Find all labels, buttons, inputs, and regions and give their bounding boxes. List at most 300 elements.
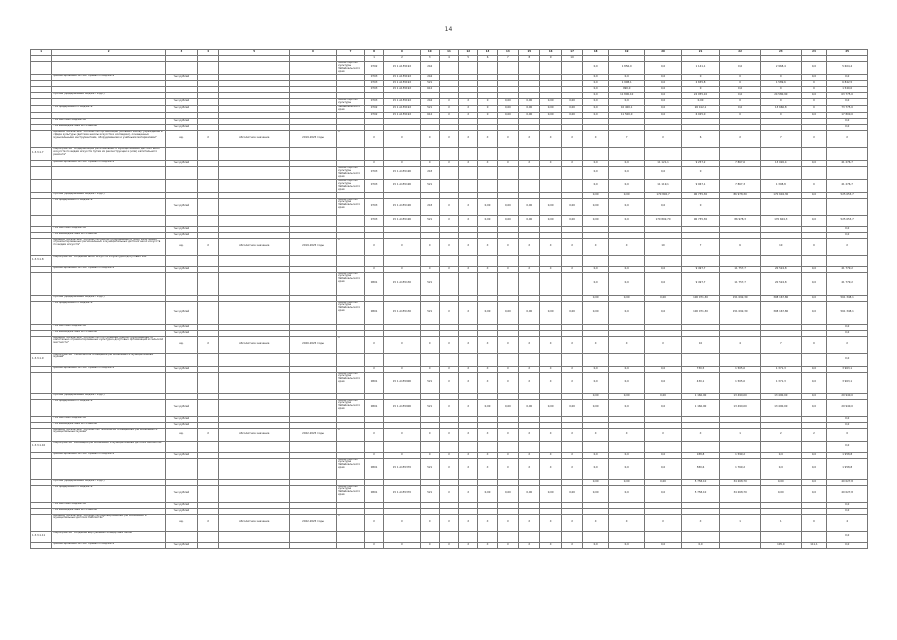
table-cell: 0,0	[645, 372, 681, 393]
table-cell: 0	[478, 112, 497, 118]
table-cell: 521	[420, 458, 439, 479]
table-cell	[459, 531, 478, 542]
table-cell: Х	[540, 238, 561, 255]
table-cell: 1.3.3.1.11	[31, 531, 52, 542]
table-cell: Министерство культуры Забайкальского края	[337, 272, 365, 295]
table-cell	[583, 255, 609, 266]
table-cell	[478, 179, 497, 192]
table-cell: 170 604,3	[760, 215, 801, 226]
table-cell: 6 025,0	[681, 112, 720, 118]
table-cell: 73 775,0	[827, 105, 868, 112]
table-cell: Х	[608, 336, 644, 353]
table-cell: Х	[519, 160, 540, 166]
table-cell: тыс.рублей	[165, 366, 197, 372]
table-cell	[165, 353, 197, 366]
table-cell: Х	[439, 428, 458, 441]
table-cell: 0,00	[583, 192, 609, 198]
table-cell: - из внебюджетных источников	[52, 124, 165, 130]
table-cell: Х	[439, 366, 458, 372]
table-cell: 0,00	[540, 198, 561, 215]
table-cell: 17 800,0	[827, 112, 868, 118]
table-row	[31, 485, 868, 502]
table-cell	[519, 179, 540, 192]
table-cell: 13 490,00	[760, 393, 801, 399]
table-cell	[384, 147, 420, 160]
table-cell	[219, 531, 290, 542]
table-cell: Х	[478, 542, 497, 548]
table-cell: Х	[827, 238, 868, 255]
table-cell: 10 400,1	[608, 105, 644, 112]
table-cell: Х	[459, 160, 478, 166]
table-cell: 0,0	[801, 160, 827, 166]
table-cell	[645, 147, 681, 160]
table-cell: Х	[459, 542, 478, 548]
table-cell	[519, 255, 540, 266]
table-cell: тыс.рублей	[165, 452, 197, 458]
table-cell	[197, 531, 218, 542]
table-cell: Х	[540, 428, 561, 441]
table-cell: тыс.рублей	[165, 118, 197, 124]
table-cell	[439, 166, 458, 179]
table-cell	[827, 147, 868, 160]
table-cell: Абсолютное значение	[219, 514, 290, 531]
table-cell: 0,0	[827, 98, 868, 105]
table-cell	[459, 353, 478, 366]
table-cell: Х	[459, 514, 478, 531]
table-cell: Х	[540, 514, 561, 531]
table-cell: 2	[384, 56, 420, 62]
table-cell: Х	[519, 458, 540, 479]
table-cell: финансирование за счет краевого бюджета	[52, 542, 165, 548]
table-row	[31, 372, 868, 393]
table-cell	[197, 458, 218, 479]
table-row	[31, 353, 868, 366]
table-cell: 1 769,2	[720, 458, 761, 479]
table-cell: 24 055,10	[681, 92, 720, 98]
table-cell	[197, 105, 218, 112]
table-cell: 244	[420, 98, 439, 105]
table-cell	[561, 179, 582, 192]
table-cell: 86 978,3	[720, 215, 761, 226]
table-cell: 0,00	[478, 198, 497, 215]
table-cell: 0,00	[760, 485, 801, 502]
table-row	[31, 147, 868, 160]
table-cell	[52, 166, 165, 179]
table-cell	[540, 441, 561, 452]
table-cell: Х	[478, 514, 497, 531]
table-cell: Х	[420, 514, 439, 531]
table-cell: Х	[645, 130, 681, 147]
table-cell	[31, 179, 52, 192]
table-cell: 0,0	[681, 542, 720, 548]
table-cell: 0,0	[801, 452, 827, 458]
table-cell: 0,00	[497, 215, 518, 226]
table-cell	[290, 441, 337, 452]
table-cell	[197, 147, 218, 160]
table-cell: 0,0	[827, 422, 868, 428]
table-cell: Х	[439, 336, 458, 353]
table-cell: 612	[420, 112, 439, 118]
table-cell: 0,0	[645, 86, 681, 92]
table-cell: Х	[561, 238, 582, 255]
table-cell: 0,0	[801, 192, 827, 198]
table-cell	[420, 147, 439, 160]
table-cell: 244	[420, 62, 439, 75]
table-cell: 0,00	[583, 399, 609, 416]
table-cell	[478, 255, 497, 266]
table-cell	[497, 353, 518, 366]
table-cell: - из федерального бюджета	[52, 105, 165, 112]
table-cell: Х	[197, 238, 218, 255]
table-cell: 10	[561, 56, 582, 62]
table-cell	[459, 147, 478, 160]
table-cell: финансирование за счет краевого бюджета	[52, 452, 165, 458]
column-header: 10	[420, 50, 439, 56]
table-cell: Х	[439, 301, 458, 324]
table-cell: 0,0	[608, 399, 644, 416]
table-cell	[540, 166, 561, 179]
table-cell: Х	[459, 458, 478, 479]
table-cell	[384, 531, 420, 542]
table-cell: Х	[384, 160, 420, 166]
table-cell	[478, 62, 497, 75]
table-cell: 26 412,1	[681, 105, 720, 112]
table-cell: 0,0	[801, 479, 827, 485]
table-cell: Х	[478, 458, 497, 479]
table-cell: 0,0	[583, 452, 609, 458]
table-cell: Х	[459, 266, 478, 272]
table-row	[31, 542, 868, 548]
table-cell: 521	[420, 301, 439, 324]
table-cell: Х	[197, 130, 218, 147]
table-cell: 4	[439, 56, 458, 62]
column-header: 8	[364, 50, 383, 56]
table-cell: Х	[608, 514, 644, 531]
table-cell: 0,00	[519, 105, 540, 112]
table-cell	[31, 428, 52, 441]
table-cell: 40 027,8	[827, 479, 868, 485]
table-cell: Х	[497, 372, 518, 393]
table-cell: 7 867,3	[720, 179, 761, 192]
table-cell: Х	[540, 372, 561, 393]
table-cell	[439, 353, 458, 366]
table-cell: 0	[720, 80, 761, 86]
table-cell: 0,0	[583, 179, 609, 192]
table-cell	[197, 62, 218, 75]
table-cell: 0	[760, 86, 801, 92]
table-cell	[459, 441, 478, 452]
table-cell: 0,0	[608, 542, 644, 548]
table-cell	[561, 255, 582, 266]
table-cell: Х	[384, 452, 420, 458]
table-cell: 0,0	[645, 198, 681, 215]
table-cell	[384, 441, 420, 452]
table-cell: 0,0	[608, 452, 644, 458]
table-cell: Х	[519, 428, 540, 441]
table-row	[31, 179, 868, 192]
table-cell: 0703	[364, 80, 383, 86]
table-cell: 1 540,0	[827, 86, 868, 92]
table-cell: 244	[420, 74, 439, 80]
table-cell: 15 1 А15519Х	[384, 98, 420, 105]
table-cell: Х	[439, 266, 458, 272]
table-cell: Х	[459, 372, 478, 393]
table-cell: Х	[561, 458, 582, 479]
table-cell: 243	[420, 198, 439, 215]
table-cell: Х	[497, 130, 518, 147]
table-cell	[459, 255, 478, 266]
table-cell	[561, 272, 582, 295]
table-cell: 0,00	[519, 485, 540, 502]
table-cell: Х	[497, 336, 518, 353]
table-cell: 0,00	[583, 215, 609, 226]
table-cell: Х	[478, 130, 497, 147]
table-cell	[31, 215, 52, 226]
table-cell: Целевой показатель "Количество организаций (больших залов), учреждений в сфере культуры (детские школы искусств и колледжи), оснащенных музыкальными инструментами, оборудованием и учебными материалами"	[52, 130, 165, 147]
table-cell	[478, 353, 497, 366]
table-cell: 0,0	[645, 485, 681, 502]
table-cell: Х	[420, 428, 439, 441]
table-cell: 1	[720, 428, 761, 441]
table-cell: 0	[801, 514, 827, 531]
table-cell: Х	[478, 452, 497, 458]
table-cell: Х	[608, 428, 644, 441]
table-cell: 0,00	[540, 485, 561, 502]
table-cell: 0,00	[478, 215, 497, 226]
table-cell	[165, 531, 197, 542]
table-cell	[197, 166, 218, 179]
table-cell: 0,00	[519, 301, 540, 324]
table-cell	[197, 215, 218, 226]
table-cell: 0,0	[720, 86, 761, 92]
table-cell: Х	[364, 366, 383, 372]
table-cell: Х	[561, 266, 582, 272]
table-cell: 0,0	[827, 353, 868, 366]
table-cell: 0,0	[608, 301, 644, 324]
table-cell: Х	[439, 98, 458, 105]
table-cell	[540, 531, 561, 542]
table-cell: 5	[459, 56, 478, 62]
table-cell: Х	[439, 112, 458, 118]
table-cell: финансирование за счет краевого бюджета	[52, 74, 165, 80]
table-cell: 0	[720, 74, 761, 80]
table-cell: 86 978,30	[720, 192, 761, 198]
table-cell	[420, 353, 439, 366]
table-cell: Х	[384, 366, 420, 372]
table-cell: 612	[420, 86, 439, 92]
table-cell: Х	[337, 514, 365, 531]
table-cell: 10	[645, 238, 681, 255]
table-cell	[540, 353, 561, 366]
table-cell: Х	[478, 160, 497, 166]
table-cell: 0801	[364, 458, 383, 479]
table-cell: 0,00	[583, 485, 609, 502]
table-cell: Х	[540, 160, 561, 166]
table-cell	[337, 441, 365, 452]
table-cell: Х	[478, 372, 497, 393]
table-cell	[583, 353, 609, 366]
table-cell	[52, 215, 165, 226]
table-cell: Х	[384, 130, 420, 147]
table-cell: 13 490,00	[720, 399, 761, 416]
table-cell: Х	[519, 452, 540, 458]
table-cell	[439, 147, 458, 160]
table-cell: 1	[760, 514, 801, 531]
table-cell: 9 257,2	[681, 160, 720, 166]
table-cell: 41 276,7	[827, 160, 868, 166]
table-cell: Х	[540, 366, 561, 372]
table-cell: 0,0	[827, 542, 868, 548]
table-cell: Х	[459, 238, 478, 255]
table-cell: 170 604,30	[760, 192, 801, 198]
table-cell	[519, 62, 540, 75]
table-cell: 0,00	[478, 301, 497, 324]
table-cell	[52, 62, 165, 75]
table-cell	[439, 62, 458, 75]
table-cell: 0	[760, 74, 801, 80]
table-cell: тыс.рублей	[165, 160, 197, 166]
table-cell: - из местных бюджетов	[52, 226, 165, 232]
table-cell	[681, 441, 720, 452]
table-cell: 20 524,8	[760, 272, 801, 295]
table-cell: 521	[420, 179, 439, 192]
table-cell: Х	[364, 514, 383, 531]
table-cell: 0,00	[519, 198, 540, 215]
table-cell	[290, 198, 337, 215]
table-cell	[31, 98, 52, 105]
table-cell: 7 867,6	[720, 160, 761, 166]
table-cell: 0,00	[497, 105, 518, 112]
table-cell: 0,0	[801, 399, 827, 416]
table-cell: 0,0	[801, 485, 827, 502]
table-cell: Х	[540, 336, 561, 353]
table-cell: 0,00	[561, 198, 582, 215]
table-cell: 11 121,1	[645, 160, 681, 166]
table-cell: - из внебюджетных источников	[52, 330, 165, 336]
table-cell	[760, 441, 801, 452]
table-cell	[478, 441, 497, 452]
table-cell: 11 800,10	[608, 92, 644, 98]
table-cell: 0,0	[645, 542, 681, 548]
table-cell: Х	[497, 366, 518, 372]
table-cell: Министерство культуры Забайкальского края	[337, 62, 365, 75]
table-cell: 8	[519, 56, 540, 62]
table-cell	[197, 255, 218, 266]
table-cell: Х	[645, 514, 681, 531]
table-cell	[561, 441, 582, 452]
table-cell: - из федерального бюджета	[52, 301, 165, 324]
table-cell	[197, 301, 218, 324]
table-cell	[645, 441, 681, 452]
table-cell	[165, 215, 197, 226]
table-cell: 0,0	[645, 272, 681, 295]
table-cell: 0,0	[801, 215, 827, 226]
table-cell: 0,0	[583, 366, 609, 372]
table-cell: 13 490,00	[720, 393, 761, 399]
table-cell: 11 757,7	[720, 272, 761, 295]
table-cell	[165, 166, 197, 179]
table-cell: 0	[760, 98, 801, 105]
table-cell: 0,0	[645, 399, 681, 416]
table-cell: Министерство культуры	[337, 98, 365, 105]
table-cell	[290, 166, 337, 179]
table-cell	[681, 353, 720, 366]
table-cell: Х	[540, 130, 561, 147]
table-cell	[219, 166, 290, 179]
table-cell: Х	[459, 366, 478, 372]
table-cell: Х	[645, 336, 681, 353]
table-cell	[801, 147, 827, 160]
table-cell	[290, 458, 337, 479]
table-cell: 1 958,8	[827, 452, 868, 458]
table-cell	[52, 179, 165, 192]
table-cell: 0	[827, 428, 868, 441]
table-cell: 0,0	[827, 124, 868, 130]
table-cell: 0,0	[827, 330, 868, 336]
table-cell: Х	[801, 130, 827, 147]
table-row	[31, 238, 868, 255]
table-cell: - из федерального бюджета	[52, 399, 165, 416]
table-cell: 521	[420, 485, 439, 502]
table-cell: прочие (федеральный бюджет и др.)	[52, 192, 165, 198]
table-cell	[497, 147, 518, 160]
table-cell: 13 490,00	[760, 399, 801, 416]
table-cell: - из местных бюджетов	[52, 324, 165, 330]
table-cell: Х	[827, 130, 868, 147]
table-cell: тыс.рублей	[165, 508, 197, 514]
table-cell	[31, 166, 52, 179]
table-cell: 0,00	[608, 192, 644, 198]
table-cell: Целевой показатель "Количество реконструированных и (или) капитально отремонтированных региональных и муниципальных детских школ искусств по видам искусств"	[52, 238, 165, 255]
table-cell	[497, 179, 518, 192]
table-cell: Х	[459, 112, 478, 118]
table-cell: Х	[459, 428, 478, 441]
table-cell: - из местных бюджетов	[52, 416, 165, 422]
table-cell: Х	[420, 452, 439, 458]
table-cell: Х	[459, 336, 478, 353]
table-cell	[337, 215, 365, 226]
table-cell: 521	[420, 215, 439, 226]
table-cell: 0,0	[827, 416, 868, 422]
table-cell: 0,00	[645, 479, 681, 485]
table-cell: 525 653,7	[827, 192, 868, 198]
table-cell: 0,0	[583, 98, 609, 105]
table-cell: тыс.рублей	[165, 98, 197, 105]
table-cell	[645, 255, 681, 266]
table-cell: Х	[645, 428, 681, 441]
table-cell	[219, 301, 290, 324]
table-cell: 151 092,30	[720, 301, 761, 324]
table-row	[31, 105, 868, 112]
table-cell	[540, 272, 561, 295]
table-cell	[31, 198, 52, 215]
table-cell: 0,00	[561, 98, 582, 105]
table-cell: Х	[459, 215, 478, 226]
table-cell: 1 908,1	[608, 80, 644, 86]
table-cell	[561, 147, 582, 160]
table-row	[31, 428, 868, 441]
table-cell	[827, 198, 868, 215]
table-cell: 0,00	[540, 215, 561, 226]
table-cell: 2	[801, 428, 827, 441]
table-cell: Министерство культуры Забайкальского края	[337, 485, 365, 502]
table-cell: 0,0	[827, 226, 868, 232]
table-cell	[478, 531, 497, 542]
table-cell	[645, 353, 681, 366]
table-row	[31, 130, 868, 147]
table-cell: 0,0	[801, 266, 827, 272]
table-cell: 0,00	[497, 112, 518, 118]
